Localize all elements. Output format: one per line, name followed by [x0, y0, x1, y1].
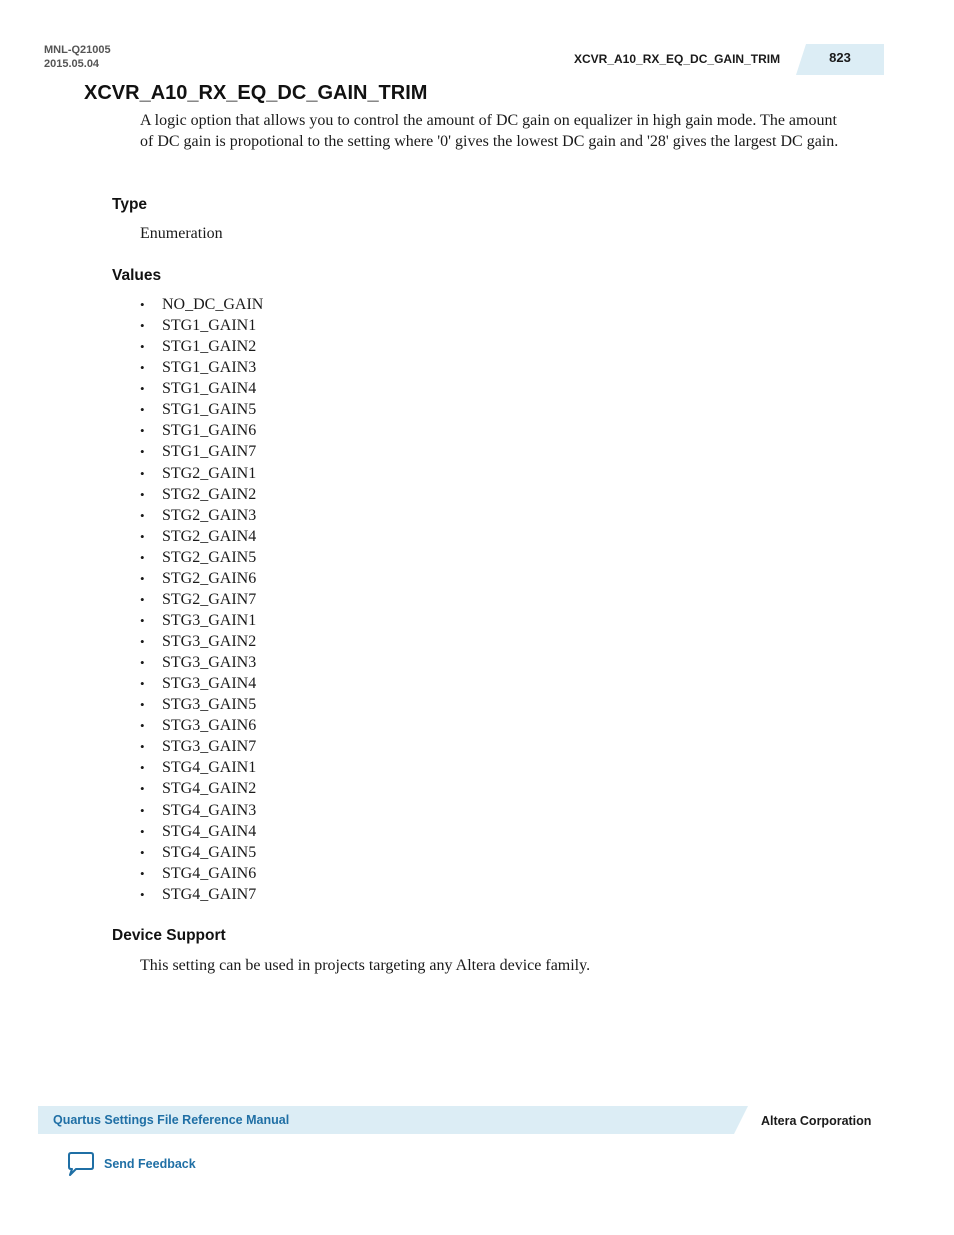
type-heading: Type: [112, 196, 148, 213]
value-list-item: • STG1_GAIN2: [140, 336, 263, 357]
value-list-item: • STG3_GAIN3: [140, 652, 263, 673]
device-support-heading: Device Support: [112, 927, 226, 944]
manual-title-link[interactable]: Quartus Settings File Reference Manual: [53, 1113, 290, 1127]
value-list-item: • STG1_GAIN6: [140, 420, 263, 441]
value-list-item: • STG3_GAIN4: [140, 673, 263, 694]
device-support-text: This setting can be used in projects targeting any Altera device family.: [140, 957, 591, 974]
send-feedback-link[interactable]: [66, 1150, 196, 1178]
document-id-block: [44, 43, 111, 71]
running-header-title: XCVR_A10_RX_EQ_DC_GAIN_TRIM: [574, 52, 781, 66]
value-list-item: • NO_DC_GAIN: [140, 294, 263, 315]
value-list-item: • STG3_GAIN6: [140, 715, 263, 736]
value-list-item: • STG4_GAIN4: [140, 821, 263, 842]
value-list-item: • STG2_GAIN6: [140, 568, 263, 589]
value-list-item: • STG1_GAIN1: [140, 315, 263, 336]
send-feedback-label: Send Feedback: [104, 1157, 196, 1171]
document-date: 2015.05.04: [44, 58, 100, 70]
type-value: Enumeration: [140, 225, 223, 242]
page-number: 823: [829, 50, 851, 65]
value-list-item: • STG1_GAIN7: [140, 441, 263, 462]
section-title: XCVR_A10_RX_EQ_DC_GAIN_TRIM: [84, 82, 428, 104]
value-list-item: • STG4_GAIN3: [140, 800, 263, 821]
value-list-item: • STG4_GAIN6: [140, 863, 263, 884]
company-name: Altera Corporation: [761, 1114, 872, 1128]
value-list-item: • STG3_GAIN5: [140, 694, 263, 715]
values-list: [140, 294, 263, 905]
value-list-item: • STG1_GAIN4: [140, 378, 263, 399]
value-list-item: • STG1_GAIN5: [140, 399, 263, 420]
values-heading: Values: [112, 267, 162, 284]
value-list-item: • STG3_GAIN7: [140, 736, 263, 757]
value-list-item: • STG3_GAIN1: [140, 610, 263, 631]
value-list-item: • STG2_GAIN5: [140, 547, 263, 568]
value-list-item: • STG2_GAIN4: [140, 526, 263, 547]
speech-bubble-icon: [66, 1150, 95, 1178]
value-list-item: • STG2_GAIN1: [140, 463, 263, 484]
document-id: MNL-Q21005: [44, 44, 111, 56]
value-list-item: • STG4_GAIN7: [140, 884, 263, 905]
value-list-item: • STG3_GAIN2: [140, 631, 263, 652]
value-list-item: • STG2_GAIN3: [140, 505, 263, 526]
value-list-item: • STG2_GAIN2: [140, 484, 263, 505]
section-description: A logic option that allows you to control the amount of DC gain on equalizer in high gain mode. The amount of DC gain is propotional to the setting where '0' gives the lowest DC gain and '28' gives the largest DC gain.: [140, 112, 839, 150]
value-list-item: • STG1_GAIN3: [140, 357, 263, 378]
value-list-item: • STG2_GAIN7: [140, 589, 263, 610]
value-list-item: • STG4_GAIN1: [140, 757, 263, 778]
page-number-tab: [796, 44, 884, 75]
value-list-item: • STG4_GAIN2: [140, 778, 263, 799]
value-list-item: • STG4_GAIN5: [140, 842, 263, 863]
